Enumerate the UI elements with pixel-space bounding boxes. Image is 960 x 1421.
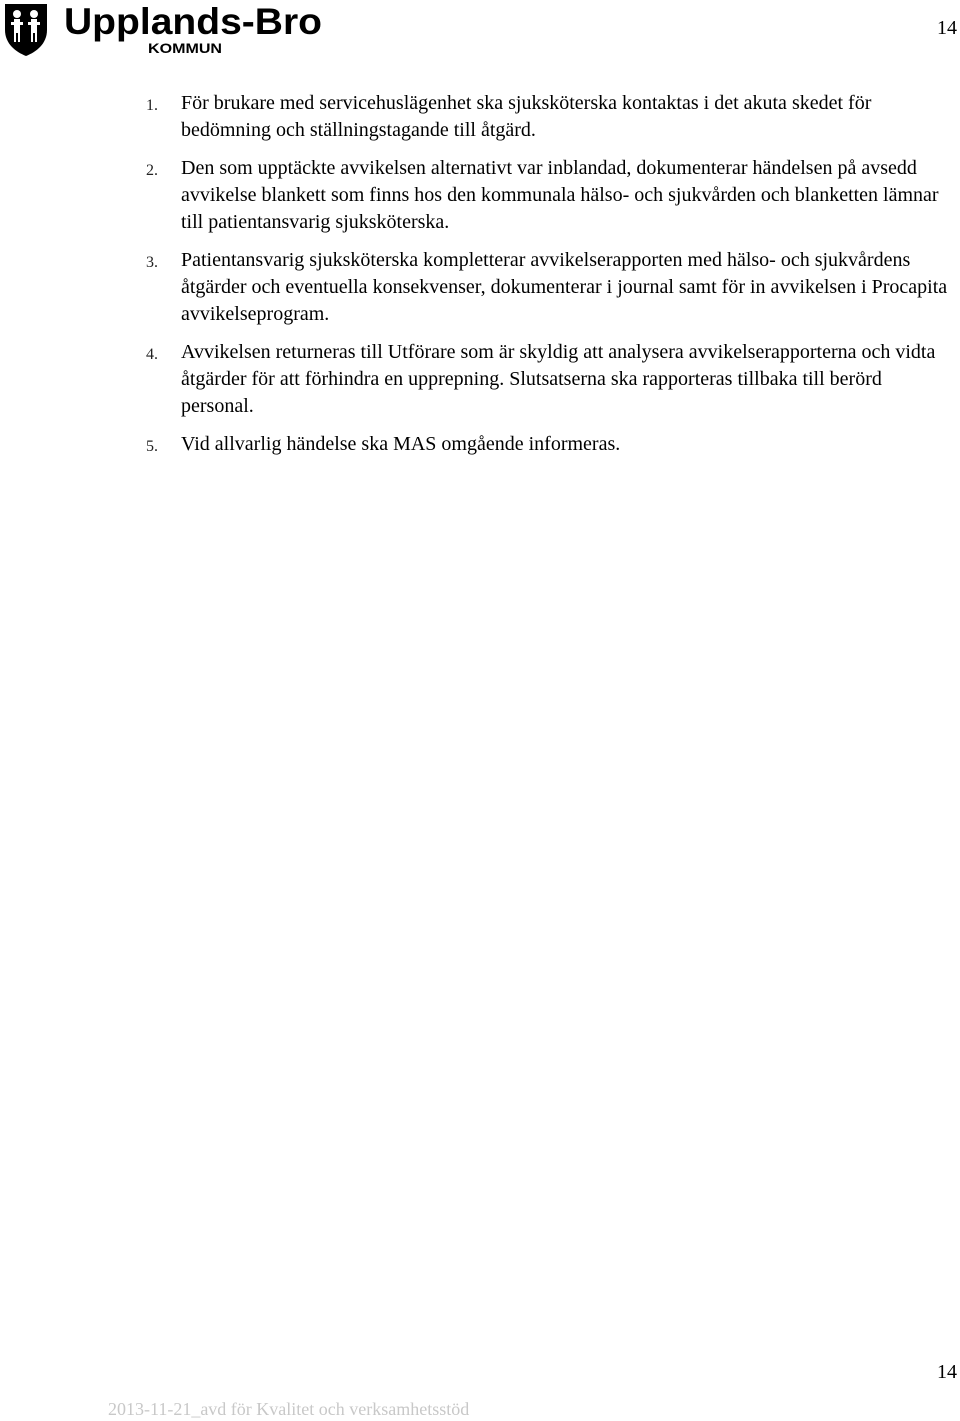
numbered-list [0, 90, 960, 469]
svg-text:KOMMUN: KOMMUN [148, 40, 222, 56]
svg-text:Upplands-Bro: Upplands-Bro [64, 1, 322, 42]
list-item-text: Avvikelsen returneras till Utförare som är skyldig att analysera avvikelserapporterna och vidta åtgärder för att förhindra en upprepning. Slutsatserna ska rapporteras tillbaka till berörd personal. [181, 341, 936, 417]
list-item [0, 339, 960, 420]
list-item [0, 90, 960, 144]
list-item [0, 247, 960, 328]
list-item-number: 3. [146, 254, 158, 271]
list-item-number: 4. [146, 346, 158, 363]
page-number-bottom: 14 [937, 1361, 957, 1383]
list-item [0, 431, 960, 458]
list-item [0, 155, 960, 236]
list-item-text: Patientansvarig sjuksköterska kompletterar avvikelserapporten med hälso- och sjukvårdens åtgärder och eventuella konsekvenser, dokumenterar i journal samt för in avvikelsen i Procapita avvikelseprogram. [181, 249, 948, 325]
list-item-number: 2. [146, 162, 158, 179]
footer-text: 2013-11-21_avd för Kvalitet och verksamhetsstöd [108, 1399, 470, 1419]
list-item-text: Vid allvarlig händelse ska MAS omgående informeras. [181, 433, 621, 455]
upplands-bro-crest-icon [2, 0, 332, 56]
list-item-number: 1. [146, 97, 158, 114]
list-item-text: För brukare med servicehuslägenhet ska sjuksköterska kontaktas i det akuta skedet för bedömning och ställningstagande till åtgärd. [181, 92, 872, 141]
page-number-top: 14 [937, 17, 957, 39]
list-item-number: 5. [146, 438, 158, 455]
upplands-bro-logo [2, 0, 332, 56]
page-header [0, 0, 960, 60]
list-item-text: Den som upptäckte avvikelsen alternativt var inblandad, dokumenterar händelsen på avsedd avvikelse blankett som finns hos den kommunala hälso- och sjukvården och blanketten lämnar till patientansvarig sjuksköterska. [181, 157, 939, 233]
